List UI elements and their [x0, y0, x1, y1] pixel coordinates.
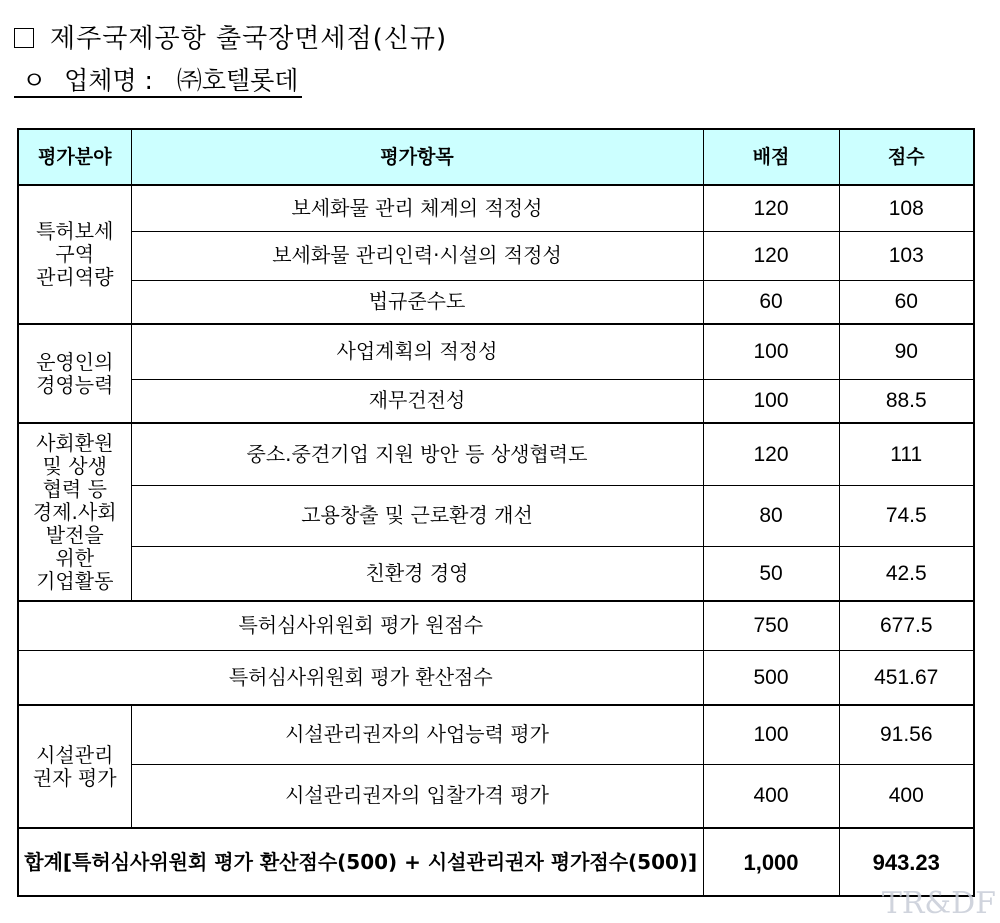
item-cell: 사업계획의 적정성 [131, 324, 703, 379]
table-row [18, 485, 974, 546]
score-cell: 108 [839, 185, 974, 231]
item-cell: 보세화물 관리인력·시설의 적정성 [131, 231, 703, 280]
score-cell: 91.56 [839, 705, 974, 764]
category-cell: 운영인의 경영능력 [18, 324, 131, 423]
points-cell: 120 [703, 231, 839, 280]
header-item: 평가항목 [131, 129, 703, 185]
score-cell: 400 [839, 764, 974, 828]
company-label: 업체명 : [64, 66, 153, 95]
converted-score: 451.67 [839, 650, 974, 705]
item-cell: 시설관리권자의 사업능력 평가 [131, 705, 703, 764]
bullet-icon: ㅇ [22, 66, 47, 95]
total-points: 1,000 [703, 828, 839, 896]
total-row [18, 828, 974, 896]
table-row [18, 705, 974, 764]
table-row [18, 764, 974, 828]
item-cell: 고용창출 및 근로환경 개선 [131, 485, 703, 546]
header-row [18, 129, 974, 185]
item-cell: 중소.중견기업 지원 방안 등 상생협력도 [131, 423, 703, 485]
raw-total-label: 특허심사위원회 평가 원점수 [18, 601, 703, 650]
item-cell: 시설관리권자의 입찰가격 평가 [131, 764, 703, 828]
converted-label: 특허심사위원회 평가 환산점수 [18, 650, 703, 705]
points-cell: 400 [703, 764, 839, 828]
points-cell: 120 [703, 423, 839, 485]
table-row [18, 231, 974, 280]
converted-row [18, 650, 974, 705]
item-cell: 법규준수도 [131, 280, 703, 324]
company-line [14, 66, 302, 98]
item-cell: 친환경 경영 [131, 546, 703, 601]
raw-total-points: 750 [703, 601, 839, 650]
points-cell: 80 [703, 485, 839, 546]
points-cell: 50 [703, 546, 839, 601]
raw-total-row [18, 601, 974, 650]
table-row [18, 379, 974, 423]
total-score: 943.23 [839, 828, 974, 896]
converted-points: 500 [703, 650, 839, 705]
category-cell: 사회환원 및 상생 협력 등 경제.사회 발전을 위한 기업활동 [18, 423, 131, 601]
table-row [18, 423, 974, 485]
table-row [18, 324, 974, 379]
category-cell: 시설관리 권자 평가 [18, 705, 131, 828]
table-row [18, 546, 974, 601]
score-cell: 103 [839, 231, 974, 280]
score-cell: 42.5 [839, 546, 974, 601]
item-cell: 보세화물 관리 체계의 적정성 [131, 185, 703, 231]
header-points: 배점 [703, 129, 839, 185]
category-cell: 특허보세 구역 관리역량 [18, 185, 131, 324]
points-cell: 60 [703, 280, 839, 324]
title-text: 제주국제공항 출국장면세점(신규) [50, 24, 448, 54]
table-row [18, 280, 974, 324]
points-cell: 100 [703, 705, 839, 764]
company-name: ㈜호텔롯데 [176, 66, 299, 95]
score-cell: 90 [839, 324, 974, 379]
score-cell: 60 [839, 280, 974, 324]
page-title [14, 18, 447, 55]
table-row [18, 185, 974, 231]
raw-total-score: 677.5 [839, 601, 974, 650]
header-category: 평가분야 [18, 129, 131, 185]
points-cell: 100 [703, 379, 839, 423]
item-cell: 재무건전성 [131, 379, 703, 423]
evaluation-table [17, 128, 975, 897]
total-label: 합계[특허심사위원회 평가 환산점수(500) + 시설관리권자 평가점수(500)] [18, 828, 703, 896]
points-cell: 100 [703, 324, 839, 379]
score-cell: 74.5 [839, 485, 974, 546]
score-cell: 111 [839, 423, 974, 485]
watermark: TR&DF [881, 886, 996, 921]
checkbox-icon [14, 28, 34, 48]
points-cell: 120 [703, 185, 839, 231]
header-score: 점수 [839, 129, 974, 185]
score-cell: 88.5 [839, 379, 974, 423]
